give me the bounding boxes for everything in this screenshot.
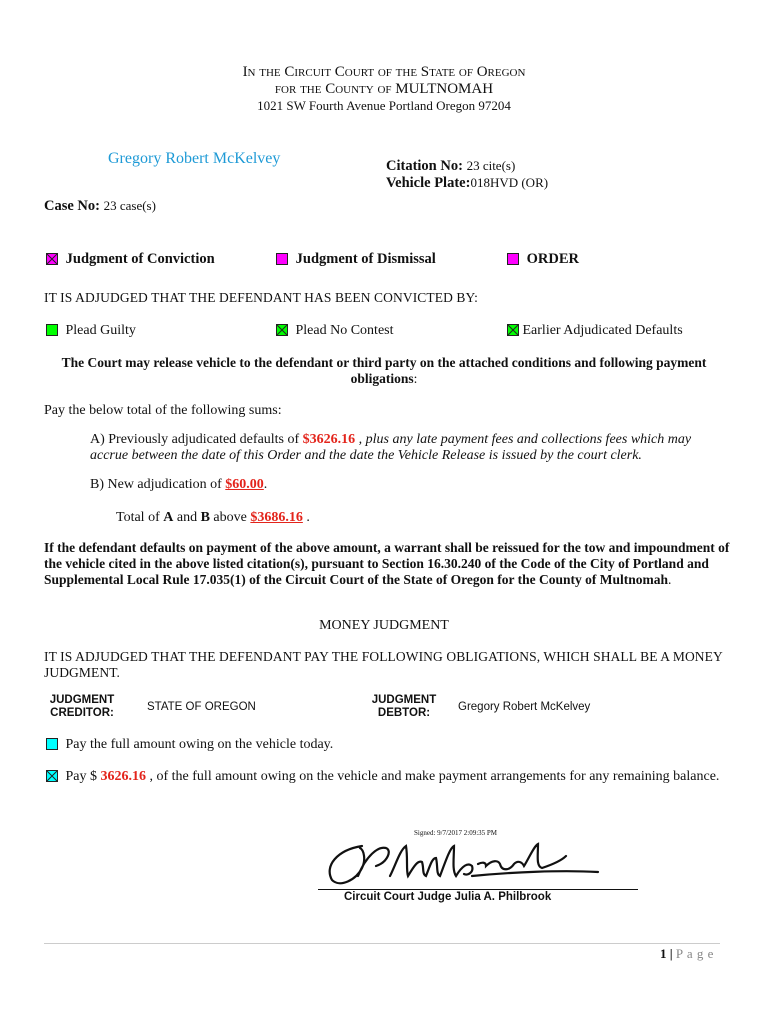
- check-x-icon: [47, 254, 57, 264]
- creditor-label-line1: JUDGMENT: [49, 694, 115, 706]
- debtor-value: Gregory Robert McKelvey: [458, 701, 591, 713]
- plea-earlier-defaults: [507, 323, 683, 339]
- money-judgment-title: MONEY JUDGMENT: [319, 618, 449, 633]
- item-a: [90, 432, 730, 464]
- vehicle-plate-line: [386, 175, 548, 192]
- total-post: above: [209, 510, 251, 525]
- total-b: B: [200, 510, 210, 525]
- release-text: The Court may release vehicle to the defendant or third party on the attached conditions and following payment obligations: [61, 355, 707, 386]
- judgment-order-label: ORDER: [526, 251, 579, 267]
- check-x-icon: [47, 771, 57, 781]
- item-b-suffix: .: [263, 477, 268, 492]
- signature-line: [318, 889, 638, 890]
- court-heading: [0, 64, 768, 81]
- pay-partial-amount: 3626.16: [100, 769, 146, 784]
- item-b: [90, 477, 267, 493]
- judge-name: Circuit Court Judge Julia A. Philbrook: [344, 891, 552, 903]
- case-number-line: [44, 198, 156, 215]
- debtor-label-line2: DEBTOR:: [377, 707, 431, 719]
- county-heading-prefix: for the County of: [274, 81, 396, 97]
- creditor-label-line2: CREDITOR:: [50, 707, 114, 719]
- page-separator: |: [666, 946, 676, 961]
- plea-no-contest: [276, 323, 394, 339]
- vehicle-plate-value: 018HVD (OR): [470, 175, 549, 190]
- footer-divider: [44, 943, 720, 944]
- pay-full-checkbox[interactable]: [46, 738, 58, 750]
- judgment-dismissal-label: Judgment of Dismissal: [295, 251, 436, 267]
- creditor-label: [44, 694, 120, 720]
- judgment-conviction-checkbox[interactable]: [46, 253, 58, 265]
- pay-partial-post: , of the full amount owing on the vehicle and make payment arrangements for any remaining balance.: [146, 769, 720, 784]
- judgment-dismissal: [276, 251, 436, 268]
- vehicle-plate-label: Vehicle Plate:: [386, 175, 471, 191]
- debtor-label: [366, 694, 442, 720]
- debtor-label-line1: JUDGMENT: [371, 694, 437, 706]
- court-heading-line1: In the Circuit Court of the State of Oregon: [242, 64, 526, 80]
- judgment-conviction-label: Judgment of Conviction: [65, 251, 215, 267]
- page-footer: [660, 946, 714, 962]
- citation-label: Citation No:: [386, 158, 463, 174]
- pay-partial-checkbox[interactable]: [46, 770, 58, 782]
- county-name: MULTNOMAH: [395, 81, 494, 97]
- judgment-order-checkbox[interactable]: [507, 253, 519, 265]
- pay-partial-option: [46, 769, 726, 785]
- judgment-order: [507, 251, 579, 268]
- plea-no-contest-checkbox[interactable]: [276, 324, 288, 336]
- citation-value: 23 cite(s): [466, 158, 516, 173]
- money-judgment-text: IT IS ADJUDGED THAT THE DEFENDANT PAY THE FOLLOWING OBLIGATIONS, WHICH SHALL BE A MONEY JUDGMENT.: [44, 649, 723, 680]
- judgment-dismissal-checkbox[interactable]: [276, 253, 288, 265]
- check-x-icon: [508, 325, 518, 335]
- judgment-conviction: [46, 251, 215, 268]
- release-conditions: [44, 355, 724, 387]
- item-b-amount: $60.00: [225, 477, 264, 492]
- total-a: A: [163, 510, 174, 525]
- signature-image: [322, 836, 612, 890]
- page-word: P a g e: [675, 946, 714, 961]
- court-address: 1021 SW Fourth Avenue Portland Oregon 97204: [257, 98, 511, 113]
- signed-timestamp: Signed: 9/7/2017 2:09:35 PM: [414, 829, 498, 837]
- warrant-end: .: [667, 572, 672, 587]
- defendant-name: Gregory Robert McKelvey: [108, 150, 281, 167]
- county-heading: [0, 81, 768, 98]
- release-colon: :: [413, 371, 418, 386]
- adjudged-heading: IT IS ADJUDGED THAT THE DEFENDANT HAS BEEN CONVICTED BY:: [44, 290, 478, 305]
- plea-guilty-checkbox[interactable]: [46, 324, 58, 336]
- plea-earlier-defaults-checkbox[interactable]: [507, 324, 519, 336]
- citation-line: [386, 158, 515, 175]
- plea-guilty: [46, 323, 136, 339]
- total-mid: and: [173, 510, 201, 525]
- warrant-text: If the defendant defaults on payment of the above amount, a warrant shall be reissued for the tow and impoundment of the vehicle cited in the above listed citation(s), pursuant to Section 16.30.240 of the Code of the City of Portland and Supplemental Local Rule 17.035(1) of the Circuit Court of the State of Oregon for the County of Multnomah: [44, 540, 730, 587]
- item-a-amount: $3626.16: [302, 432, 356, 447]
- item-a-prefix: A) Previously adjudicated defaults of: [90, 432, 303, 447]
- creditor-value: STATE OF OREGON: [147, 701, 256, 713]
- check-x-icon: [277, 325, 287, 335]
- plea-guilty-label: Plead Guilty: [65, 323, 136, 338]
- plea-earlier-defaults-label: Earlier Adjudicated Defaults: [522, 323, 683, 338]
- item-b-prefix: B) New adjudication of: [90, 477, 226, 492]
- page-number: 1: [660, 946, 667, 961]
- pay-full-label: Pay the full amount owing on the vehicle today.: [65, 737, 334, 752]
- pay-partial-pre: Pay $: [65, 769, 101, 784]
- pay-full-option: [46, 737, 333, 753]
- plea-no-contest-label: Plead No Contest: [295, 323, 394, 338]
- pay-intro: Pay the below total of the following sums:: [44, 403, 282, 418]
- total-pre: Total of: [116, 510, 164, 525]
- case-number-label: Case No:: [44, 198, 100, 214]
- total-amount: $3686.16: [250, 510, 303, 525]
- total-line: [116, 510, 310, 526]
- item-a-suffix: , plus any late payment fees and collections fees which may accrue between the date of this Order and the date the Vehicle Release is issued by the court clerk.: [90, 432, 692, 463]
- total-end: .: [302, 510, 310, 525]
- signature-icon: [322, 836, 612, 890]
- case-number-value: 23 case(s): [103, 198, 156, 213]
- warrant-paragraph: [44, 540, 734, 588]
